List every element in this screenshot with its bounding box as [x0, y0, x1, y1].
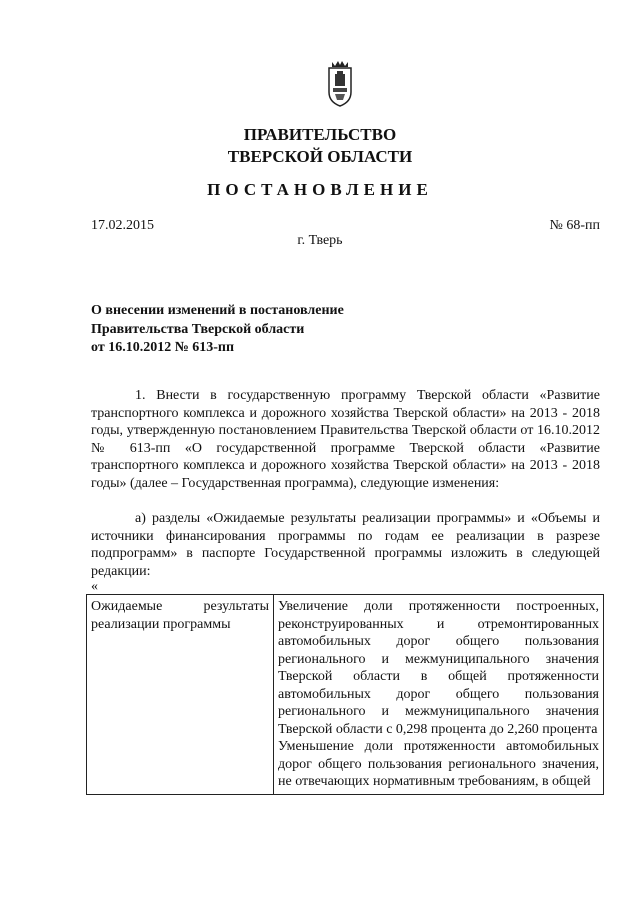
government-title-line2: ТВЕРСКОЙ ОБЛАСТИ [227, 147, 413, 166]
decree-number: № 68-пп [549, 218, 600, 233]
coat-of-arms-emblem [327, 58, 353, 110]
opening-quote: « [91, 579, 98, 594]
table-cell-label: Ожидаемые результаты реализации программы [87, 595, 274, 795]
subject-line3: от 16.10.2012 № 613-пп [91, 340, 235, 355]
subject-line2: Правительства Тверской области [91, 321, 305, 337]
government-title-line1: ПРАВИТЕЛЬСТВО [243, 125, 397, 144]
subject-line1: О внесении изменений в постановление [91, 303, 344, 318]
value-paragraph-2: Уменьшение доли протяженности автомобильных дорог общего пользования регионального значения, не отвечающих нормативным требованиям, в общей [278, 739, 599, 789]
decree-subject [91, 302, 411, 358]
document-type-heading: ПОСТАНОВЛЕНИЕ [207, 180, 433, 199]
decree-date: 17.02.2015 [91, 218, 154, 233]
decree-city: г. Тверь [297, 233, 343, 248]
paragraph-item-1: 1. Внести в государственную программу Тверской области «Развитие транспортного комплекса и дорожного хозяйства Тверской области» на 2013 - 2018 годы, утвержденную постановлением Правительства Тверской области от 16.10.2012 № 613-пп «О государственной программе Тверской области «Развитие транспортного комплекса и дорожного хозяйства Тверской области» на 2013 - 2018 годы» (далее – Государственная программа), следующие изменения: [91, 388, 600, 491]
table-row [87, 595, 604, 795]
paragraph-item-1a: а) разделы «Ожидаемые результаты реализации программы» и «Объемы и источники финансирования программы по годам ее реализации в разрезе подпрограмм» в паспорте Государственной программы изложить в следующей редакции: [91, 511, 600, 579]
table-cell-value [274, 595, 604, 795]
value-paragraph-1: Увеличение доли протяженности построенных, реконструированных и отремонтированных автомобильных дорог общего пользования регионального и межмуниципального значения Тверской области в общей протяженности автомобильных дорог общего пользования регионального и межмуниципального значения Тверской области с 0,298 процента до 2,260 процента [278, 599, 599, 737]
passport-table [86, 594, 604, 795]
